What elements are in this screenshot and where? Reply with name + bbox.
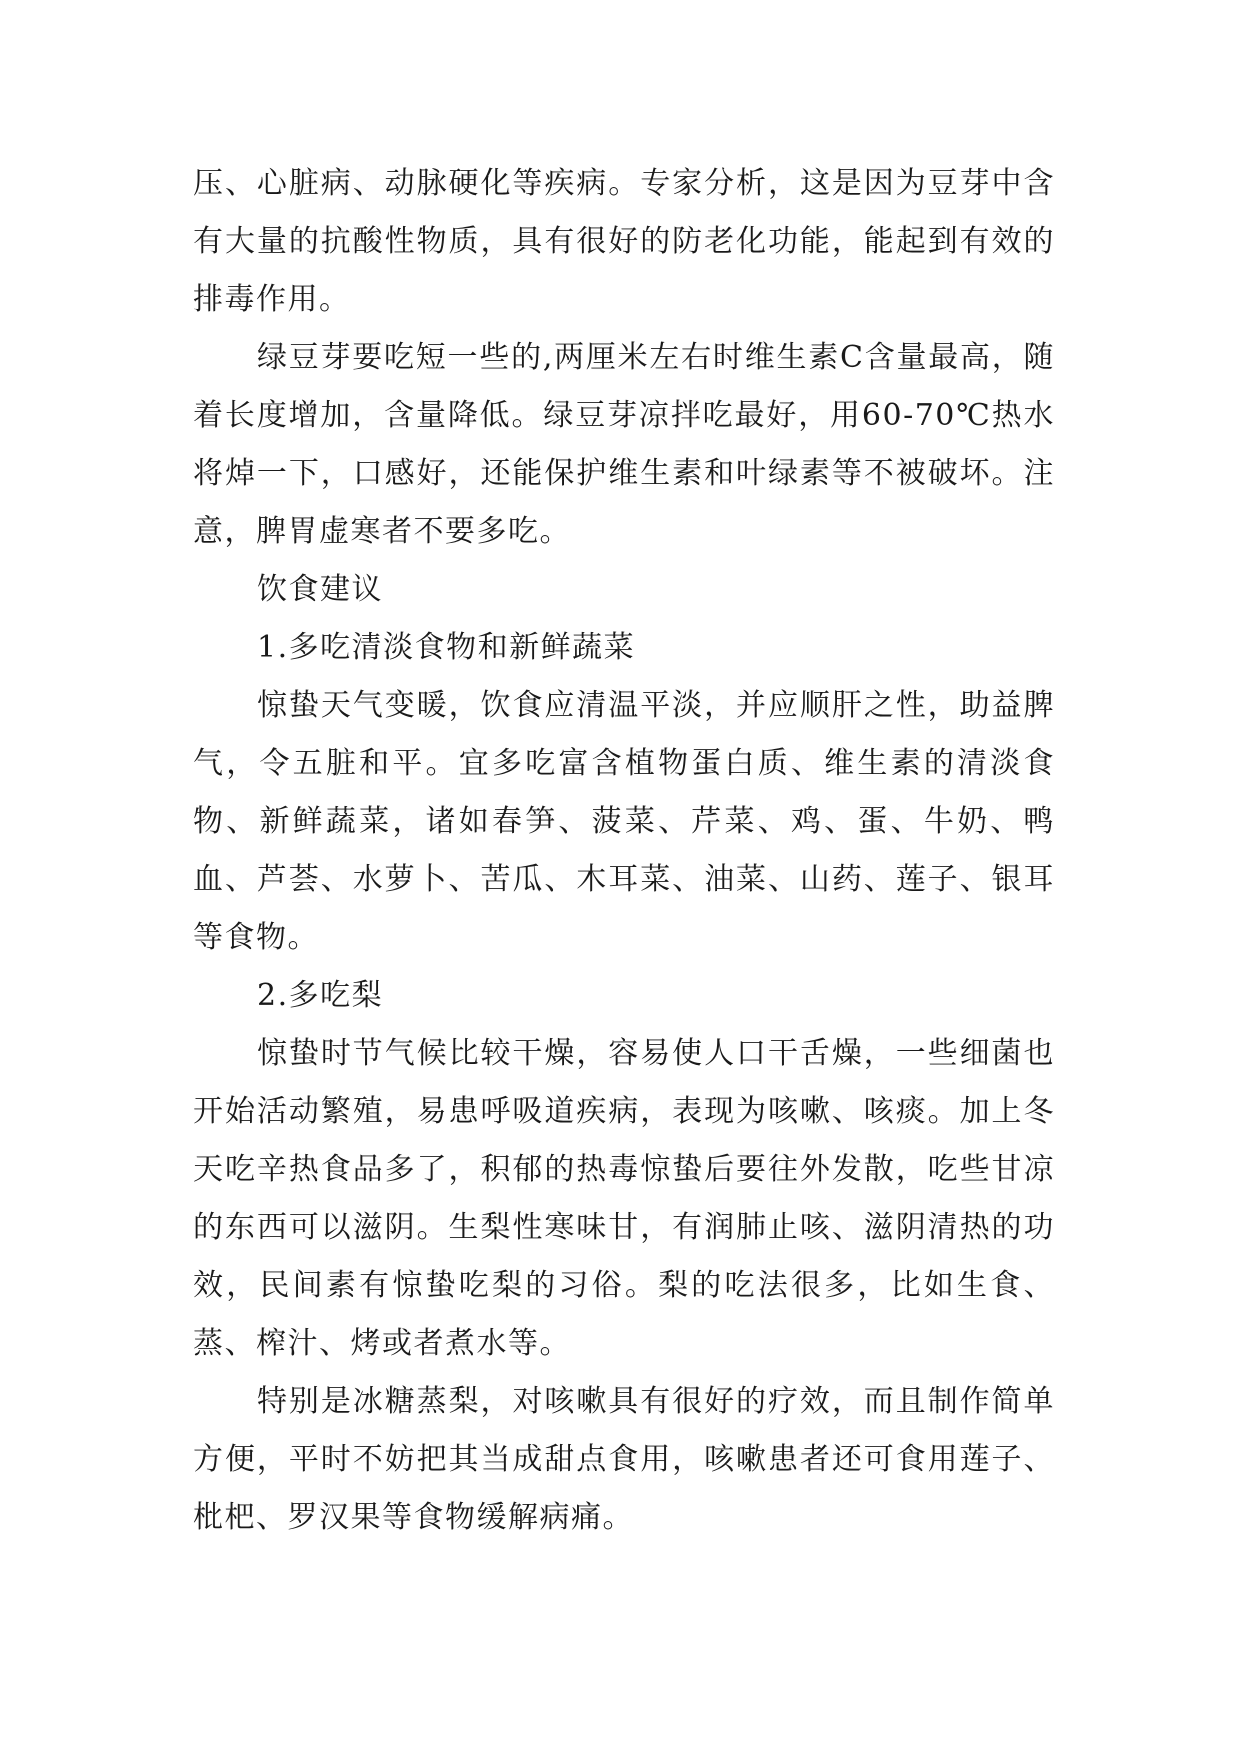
subheading-pears: 2.多吃梨 bbox=[257, 978, 384, 1013]
section-heading-diet-advice: 饮食建议 bbox=[257, 572, 383, 607]
paragraph-mung-bean-sprouts: 绿豆芽要吃短一些的,两厘米左右时维生素C含量最高，随着长度增加，含量降低。绿豆芽凉拌吃最好，用60-70℃热水将焯一下，口感好，还能保护维生素和叶绿素等不被破坏。注意，脾胃虚寒者不要多吃。 bbox=[193, 340, 1055, 549]
paragraph-steamed-pear: 特别是冰糖蒸梨，对咳嗽具有很好的疗效，而且制作简单方便，平时不妨把其当成甜点食用，咳嗽患者还可食用莲子、枇杷、罗汉果等食物缓解病痛。 bbox=[193, 1384, 1055, 1535]
paragraph-continuation: 压、心脏病、动脉硬化等疾病。专家分析，这是因为豆芽中含有大量的抗酸性物质，具有很好的防老化功能，能起到有效的排毒作用。 bbox=[193, 166, 1055, 317]
subheading-light-food: 1.多吃清淡食物和新鲜蔬菜 bbox=[257, 630, 636, 665]
document-body bbox=[193, 155, 1055, 1547]
paragraph-light-food: 惊蛰天气变暖，饮食应清温平淡，并应顺肝之性，助益脾气，令五脏和平。宜多吃富含植物蛋白质、维生素的清淡食物、新鲜蔬菜，诸如春笋、菠菜、芹菜、鸡、蛋、牛奶、鸭血、芦荟、水萝卜、苦瓜、木耳菜、油菜、山药、莲子、银耳等食物。 bbox=[193, 688, 1055, 955]
paragraph-pears: 惊蛰时节气候比较干燥，容易使人口干舌燥，一些细菌也开始活动繁殖，易患呼吸道疾病，表现为咳嗽、咳痰。加上冬天吃辛热食品多了，积郁的热毒惊蛰后要往外发散，吃些甘凉的东西可以滋阴。生梨性寒味甘，有润肺止咳、滋阴清热的功效，民间素有惊蛰吃梨的习俗。梨的吃法很多，比如生食、蒸、榨汁、烤或者煮水等。 bbox=[193, 1036, 1055, 1361]
